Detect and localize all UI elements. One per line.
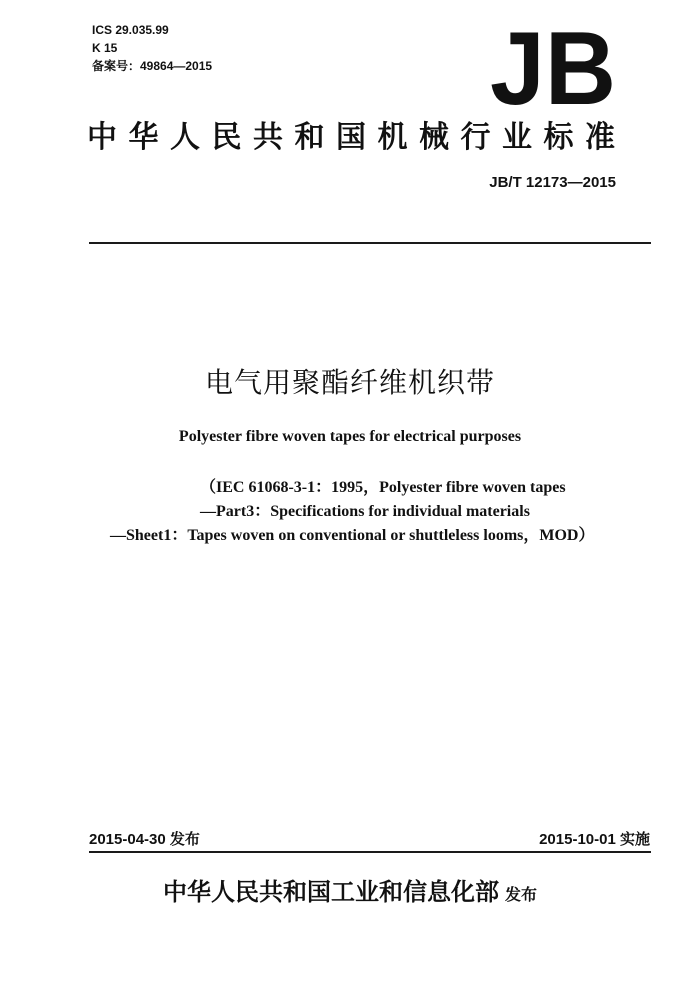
bottom-divider (89, 851, 651, 853)
issuer-suffix: 发布 (504, 885, 537, 904)
title-chinese: 电气用聚酯纤维机织带 (204, 366, 495, 399)
classification-code: K 15 (92, 41, 118, 55)
record-number: 备案号：49864—2015 (92, 59, 213, 73)
reference-line-3: —Sheet1：Tapes woven on conventional or shuttleless looms，MOD） (110, 527, 595, 544)
publish-date: 2015-04-30 发布 (89, 831, 200, 848)
issuer (0, 872, 700, 907)
standard-number: JB/T 12173—2015 (489, 174, 616, 191)
implementation-date: 2015-10-01 实施 (539, 831, 650, 848)
reference-line-2: —Part3：Specifications for individual materials (200, 503, 530, 520)
jb-logo (488, 20, 618, 112)
jb-logo-text: JB (490, 20, 616, 112)
reference-line-1: （IEC 61068-3-1：1995，Polyester fibre woven tapes (200, 479, 566, 496)
title-english: Polyester fibre woven tapes for electrical purposes (178, 428, 522, 445)
top-divider (89, 242, 651, 244)
standard-category: 中华人民共和国机械行业标准 (87, 120, 627, 155)
issuer-name: 中华人民共和国工业和信息化部 (162, 878, 499, 906)
ics-code: ICS 29.035.99 (92, 23, 169, 37)
